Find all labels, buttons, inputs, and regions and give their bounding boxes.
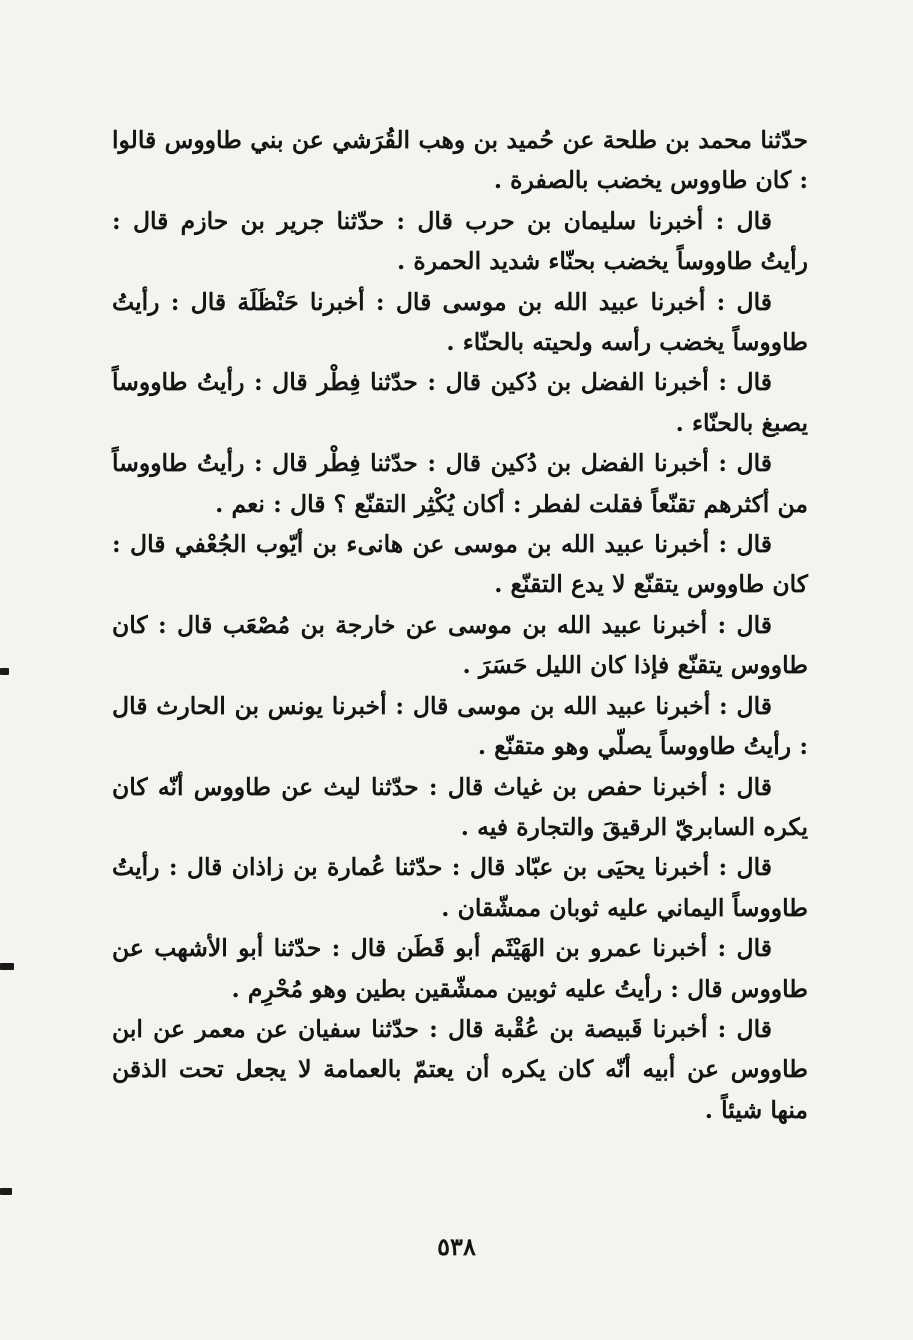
paragraph: قال : أخبرنا عبيد الله بن موسى قال : أخبرنا يونس بن الحارث قال : رأيتُ طاووساً يصلّي وهو متقنّع . — [112, 691, 808, 761]
paragraph: حدّثنا محمد بن طلحة عن حُميد بن وهب القُرَشي عن بني طاووس قالوا : كان طاووس يخضب بالصفرة . — [112, 126, 808, 195]
paragraph: قال : أخبرنا عمرو بن الهَيْثَم أبو قَطَن قال : حدّثنا أبو الأشهب عن طاووس قال : رأيتُ عليه ثوبين ممشّقين بطين وهو مُحْرِم . — [112, 934, 808, 1003]
scan-edge-mark — [0, 963, 14, 970]
paragraph: قال : أخبرنا عبيد الله بن موسى عن خارجة بن مُصْعَب قال : كان طاووس يتقنّع فإذا كان الليل حَسَرَ . — [112, 610, 808, 680]
paragraph: قال : أخبرنا الفضل بن دُكين قال : حدّثنا فِطْر قال : رأيتُ طاووساً يصبغ بالحنّاء . — [112, 368, 808, 437]
paragraph: قال : أخبرنا عبيد الله بن موسى عن هانىء بن أيّوب الجُعْفي قال : كان طاووس يتقنّع لا يدع التقنّع . — [112, 530, 808, 599]
paragraph: قال : أخبرنا قَبيصة بن عُقْبة قال : حدّثنا سفيان عن معمر عن ابن طاووس عن أبيه أنّه كان يكره أن يعتمّ بالعمامة لا يجعل تحت الذقن منها شيئاً . — [112, 1014, 808, 1124]
paragraph: قال : أخبرنا سليمان بن حرب قال : حدّثنا جرير بن حازم قال : رأيتُ طاووساً يخضب بحنّاء شديد الحمرة . — [112, 206, 808, 276]
scan-edge-mark — [0, 1188, 12, 1195]
scan-edge-mark — [0, 668, 9, 675]
page-number: ٥٣٨ — [437, 1232, 476, 1261]
paragraph: قال : أخبرنا حفص بن غياث قال : حدّثنا ليث عن طاووس أنّه كان يكره السابريّ الرقيقَ والتجارة فيه . — [112, 772, 808, 841]
page-body — [112, 120, 808, 1130]
paragraph: قال : أخبرنا الفضل بن دُكين قال : حدّثنا فِطْر قال : رأيتُ طاووساً من أكثرهم تقنّعاً فقلت لفطر : أكان يُكْثِر التقنّع ؟ قال : نعم . — [112, 449, 808, 518]
paragraph: قال : أخبرنا يحيَى بن عبّاد قال : حدّثنا عُمارة بن زاذان قال : رأيتُ طاووساً اليماني عليه ثوبان ممشّقان . — [112, 853, 808, 922]
paragraph: قال : أخبرنا عبيد الله بن موسى قال : أخبرنا حَنْظَلَة قال : رأيتُ طاووساً يخضب رأسه ولحيته بالحنّاء . — [112, 287, 808, 357]
